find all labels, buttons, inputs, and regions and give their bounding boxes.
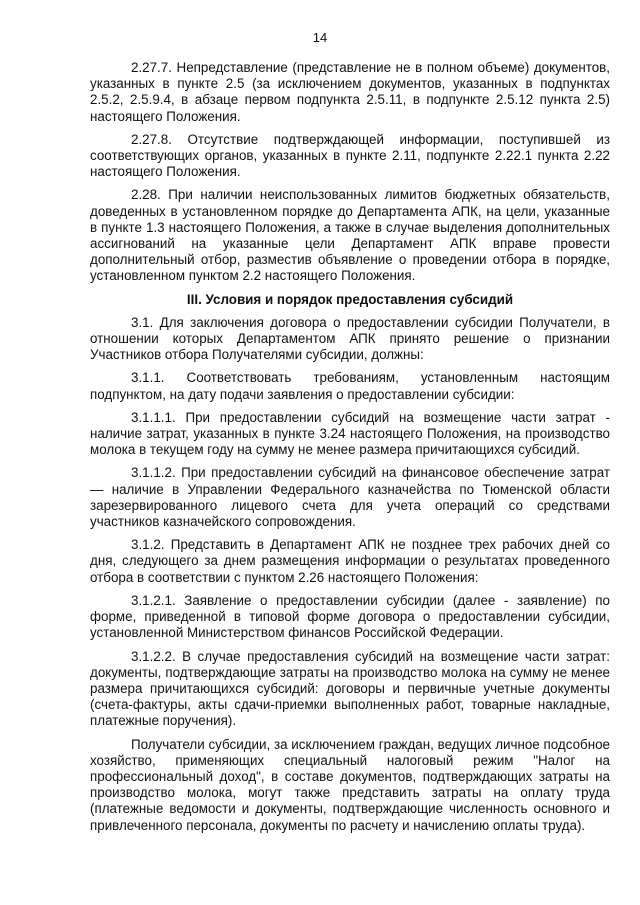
paragraph-3-1-2-2: 3.1.2.2. В случае предоставления субсидий на возмещение части затрат: документы, подтверждающие затраты на производство молока на сумму не менее размера причитающихся субсидий: договоры и первичные учетные документы (счета-фактуры, акты сдачи-приемки выполненных работ, товарные накладные, платежные поручения). [90, 648, 610, 729]
paragraph-2-28: 2.28. При наличии неиспользованных лимитов бюджетных обязательств, доведенных в установленном порядке до Департамента АПК, на цели, указанные в пункте 1.3 настоящего Положения, а также в случае выделения дополнительных ассигнований на указанные цели Департамент АПК вправе провести дополнительный отбор, разместив объявление о проведении отбора в порядке, установленном пунктом 2.2 настоящего Положения. [90, 187, 610, 284]
paragraph-3-1-1-1: 3.1.1.1. При предоставлении субсидий на возмещение части затрат - наличие затрат, указанных в пункте 3.24 настоящего Положения, на производство молока в текущем году на сумму не менее размера причитающихся субсидий. [90, 409, 610, 458]
document-body [90, 60, 610, 841]
paragraph-3-1-1-2: 3.1.1.2. При предоставлении субсидий на финансовое обеспечение затрат — наличие в Управлении Федерального казначейства по Тюменской области зарезервированного лицевого счета для учета операций со средствами участников казначейского сопровождения. [90, 465, 610, 530]
paragraph-2-27-7: 2.27.7. Непредставление (представление не в полном объеме) документов, указанных в пункте 2.5 (за исключением документов, указанных в подпунктах 2.5.2, 2.5.9.4, в абзаце первом подпункта 2.5.11, в подпункте 2.5.12 пункта 2.5) настоящего Положения. [90, 60, 610, 124]
page-number: 14 [312, 30, 328, 45]
paragraph-recipients-note: Получатели субсидии, за исключением граждан, ведущих личное подсобное хозяйство, применяющих специальный налоговый режим "Налог на профессиональный доход", в составе документов, подтверждающих затраты на производство молока, могут также представить затраты на оплату труда (платежные ведомости и документы, подтверждающие численность основного и привлеченного персонала, документы по расчету и начислению оплаты труда). [90, 736, 610, 833]
section-heading: III. Условия и порядок предоставления субсидий [186, 291, 514, 307]
paragraph-3-1-2: 3.1.2. Представить в Департамент АПК не позднее трех рабочих дней со дня, следующего за днем размещения информации о результатах проведенного отбора в соответствии с пунктом 2.26 настоящего Положения: [90, 537, 610, 585]
paragraph-3-1-2-1: 3.1.2.1. Заявление о предоставлении субсидии (далее - заявление) по форме, приведенной в типовой форме договора о предоставлении субсидии, установленной Министерством финансов Российской Федерации. [90, 592, 610, 641]
paragraph-3-1-1: 3.1.1. Соответствовать требованиям, установленным настоящим подпунктом, на дату подачи заявления о предоставлении субсидии: [90, 370, 610, 402]
paragraph-3-1: 3.1. Для заключения договора о предоставлении субсидии Получатели, в отношении которых Департаментом АПК принято решение о признании Участников отбора Получателями субсидии, должны: [90, 314, 610, 363]
paragraph-2-27-8: 2.27.8. Отсутствие подтверждающей информации, поступившей из соответствующих органов, указанных в пункте 2.11, подпункте 2.22.1 пункта 2.22 настоящего Положения. [90, 131, 610, 180]
